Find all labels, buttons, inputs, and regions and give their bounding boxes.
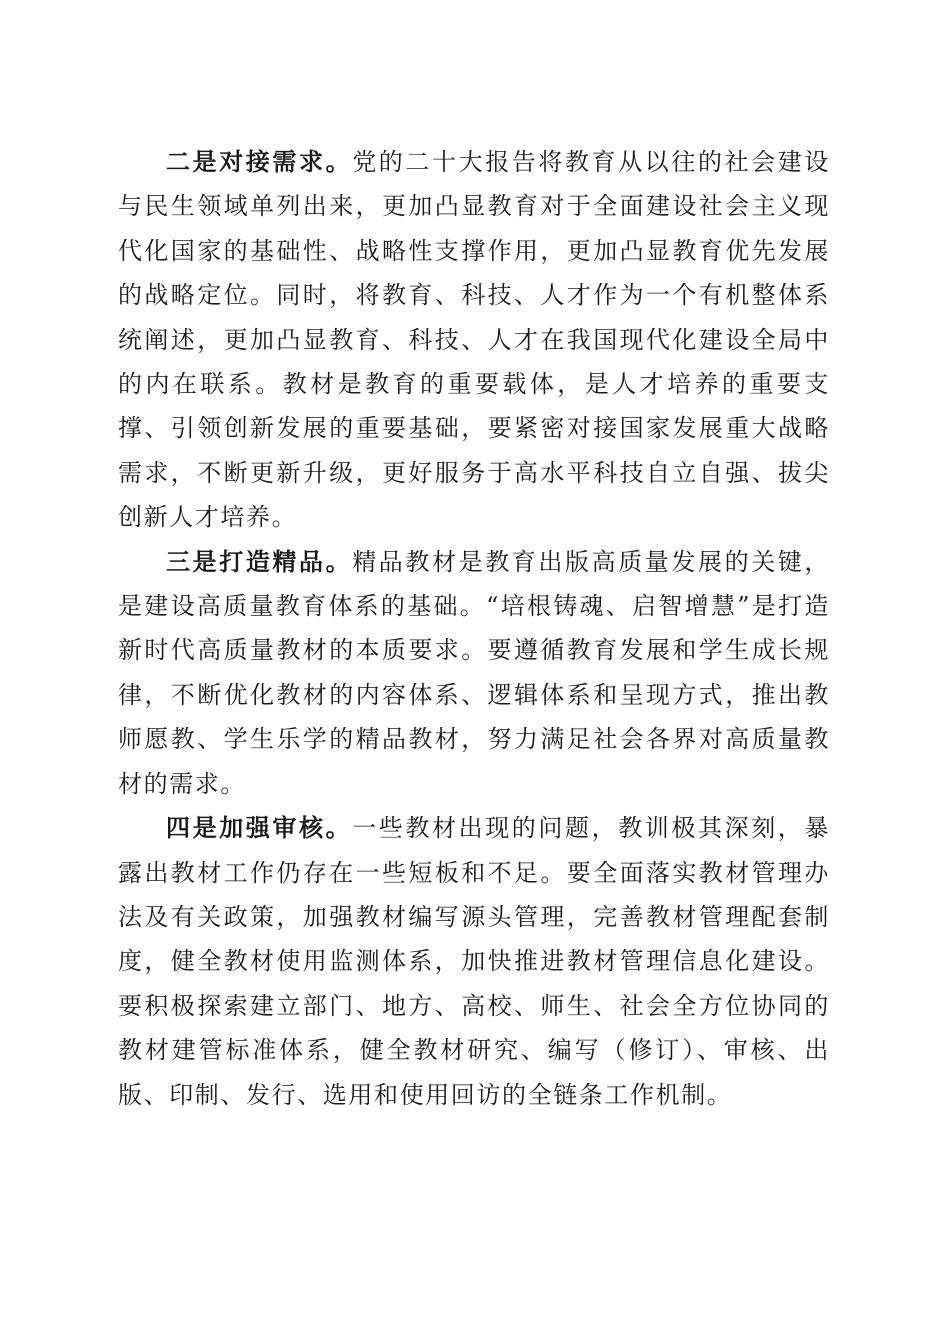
paragraph-text: 一些教材出现的问题，教训极其深刻，暴露出教材工作仍存在一些短板和不足。要全面落实教材管理办法及有关政策，加强教材编写源头管理，完善教材管理配套制度，健全教材使用监测体系，加快推进教材管理信息化建设。要积极探索建立部门、地方、高校、师生、社会全方位协同的教材建管标准体系，健全教材研究、编写（修订）、审核、出版、印制、发行、选用和使用回访的全链条工作机制。: [118, 814, 830, 1109]
paragraph-text: 党的二十大报告将教育从以往的社会建设与民生领域单列出来，更加凸显教育对于全面建设社会主义现代化国家的基础性、战略性支撑作用，更加凸显教育优先发展的战略定位。同时，将教育、科技、人才作为一个有机整体系统阐述，更加凸显教育、科技、人才在我国现代化建设全局中的内在联系。教材是教育的重要载体，是人才培养的重要支撑、引领创新发展的重要基础，要紧密对接国家发展重大战略需求，不断更新升级，更好服务于高水平科技自立自强、拔尖创新人才培养。: [118, 148, 830, 532]
paragraph-review: [118, 806, 830, 1117]
paragraph-demand: [118, 140, 830, 540]
document-body: [118, 140, 830, 1117]
paragraph-text: 精品教材是教育出版高质量发展的关键，是建设高质量教育体系的基础。“培根铸魂、启智增慧”是打造新时代高质量教材的本质要求。要遵循教育发展和学生成长规律，不断优化教材的内容体系、逻辑体系和呈现方式，推出教师愿教、学生乐学的精品教材，努力满足社会各界对高质量教材的需求。: [118, 547, 830, 798]
paragraph-lead: 三是打造精品。: [166, 546, 353, 576]
paragraph-lead: 四是加强审核。: [166, 813, 353, 843]
paragraph-quality: [118, 540, 830, 806]
paragraph-lead: 二是对接需求。: [166, 147, 353, 176]
